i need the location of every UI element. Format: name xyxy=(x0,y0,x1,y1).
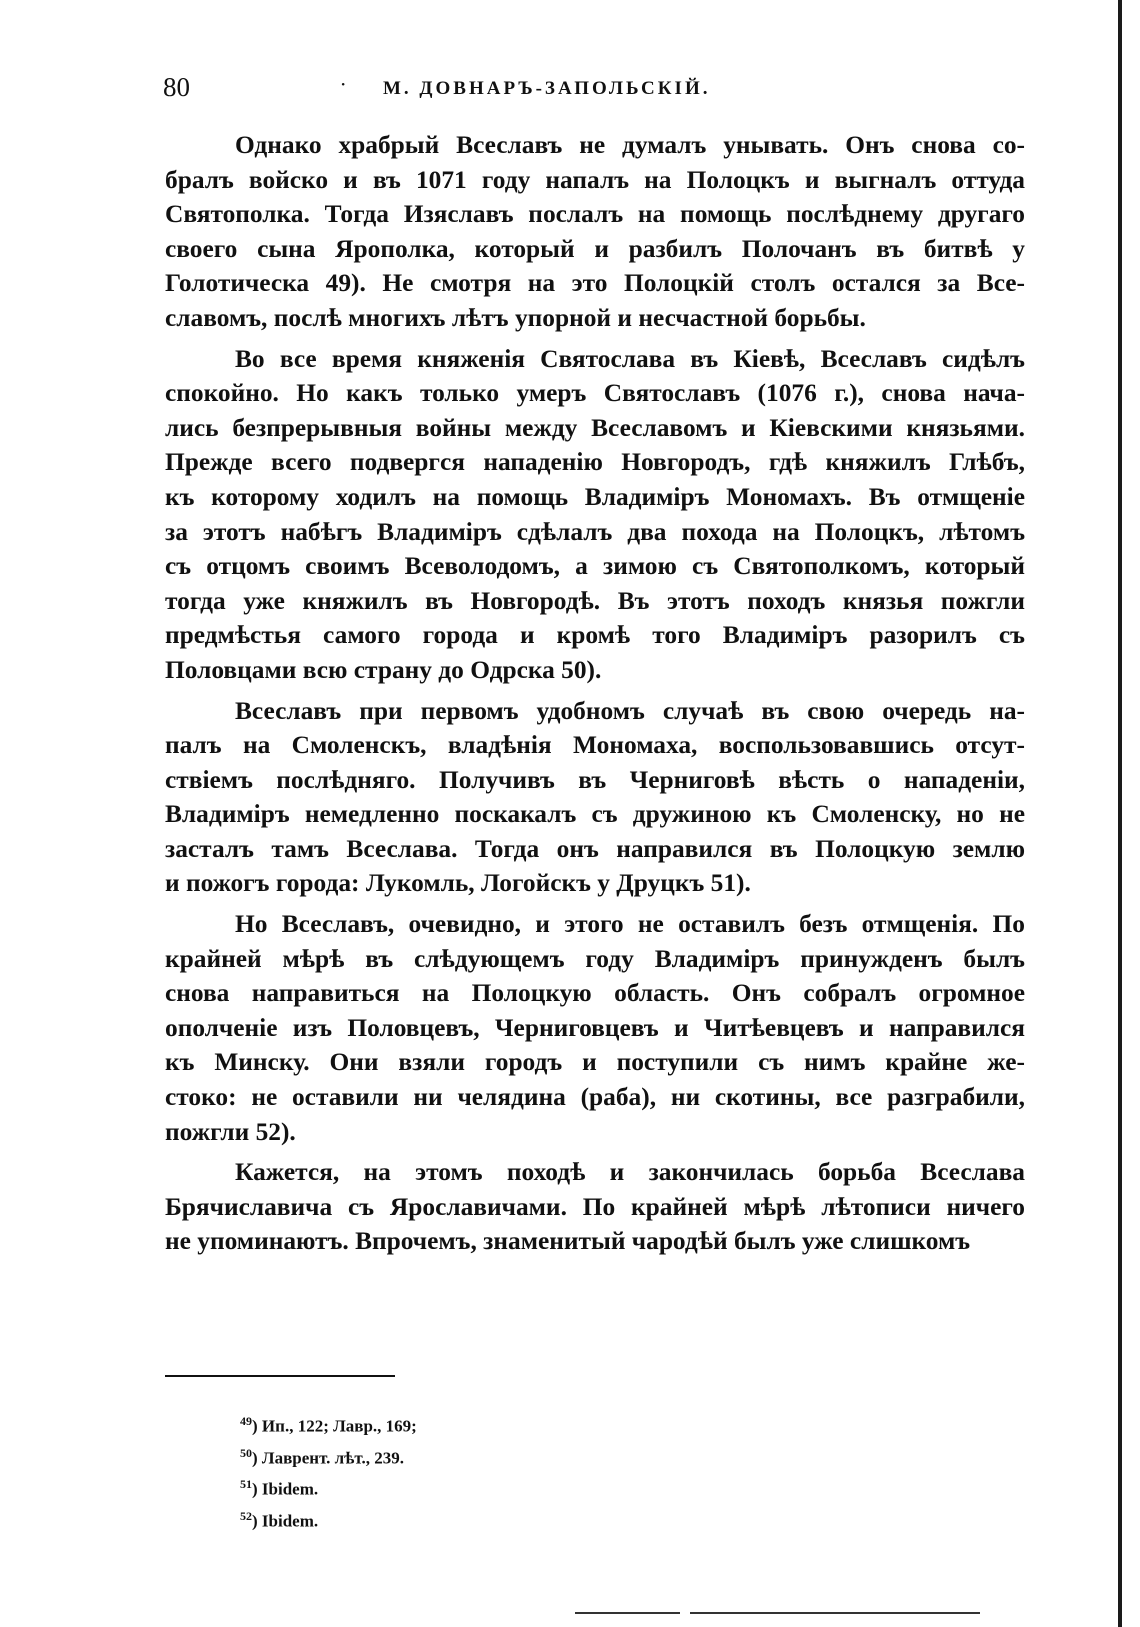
text-line: крайней мѣрѣ въ слѣдующемъ году Владиміръ принужденъ былъ xyxy=(165,944,1025,973)
footnote-text: Ип., 122; Лавр., 169; xyxy=(261,1416,417,1436)
text-line: предмѣстья самого города и кромѣ того Владиміръ разорилъ съ xyxy=(165,621,1025,650)
text-line: лись безпрерывныя войны между Всеславомъ и Кіевскими князьями. xyxy=(165,413,1025,442)
footnote-text: Ibidem. xyxy=(261,1479,319,1499)
text-line: Во все время княженія Святослава въ Кіевѣ, Всеславъ сидѣлъ xyxy=(235,344,1025,373)
page-number: 80 xyxy=(163,72,190,102)
text-line: Прежде всего подвергся нападенію Новгородъ, гдѣ княжилъ Глѣбъ, xyxy=(165,448,1025,477)
text-line: стоко: не оставили ни челядина (раба), ни скотины, все разграбили, xyxy=(165,1083,1025,1112)
text-line: Голотическа 49). Не смотря на это Полоцкій столъ остался за Все- xyxy=(165,269,1025,298)
paragraph xyxy=(165,694,1025,902)
text-line: Однако храбрый Всеславъ не думалъ унывать. Онъ снова со- xyxy=(235,131,1025,159)
paragraph xyxy=(165,342,1025,688)
text-line: пожгли 52). xyxy=(165,1117,296,1146)
text-line: бралъ войско и въ 1071 году напалъ на Полоцкъ и выгналъ оттуда xyxy=(165,165,1025,194)
text-line: за этотъ набѣгъ Владиміръ сдѣлалъ два похода на Полоцкъ, лѣтомъ xyxy=(165,517,1025,546)
text-line: Брячиславича съ Ярославичами. По крайней мѣрѣ лѣтописи ничего xyxy=(165,1192,1025,1221)
text-line: Владиміръ немедленно поскакалъ съ дружиною къ Смоленску, но не xyxy=(165,800,1025,829)
scan-edge-line xyxy=(1118,0,1122,1627)
text-line: спокойно. Но какъ только умеръ Святославъ (1076 г.), снова нача- xyxy=(165,379,1025,408)
text-line: къ которому ходилъ на помощь Владиміръ Мономахъ. Въ отмщеніе xyxy=(165,482,1025,511)
footnote-text: Лаврент. лѣт., 239. xyxy=(261,1448,404,1468)
footnote-number: 50 xyxy=(240,1445,252,1460)
paragraph xyxy=(165,128,1025,336)
paragraph xyxy=(165,1155,1025,1259)
text-line: Но Всеславъ, очевидно, и этого не оставилъ безъ отмщенія. По xyxy=(235,910,1025,939)
footnote-text: Ibidem. xyxy=(261,1511,319,1531)
footnote: $^{52}$) Ibidem. xyxy=(240,1508,319,1531)
footnote: $^{51}$) Ibidem. xyxy=(240,1477,319,1499)
footnote-number: 52 xyxy=(240,1508,252,1523)
bottom-scan-rule xyxy=(690,1612,980,1614)
text-line: и пожогъ города: Лукомль, Логойскъ у Друцкъ 51). xyxy=(165,869,751,898)
footnote: $^{49}$) Ип., 122; Лавр., 169; xyxy=(240,1414,417,1436)
paragraph xyxy=(165,907,1025,1149)
text-line: палъ на Смоленскъ, владѣнія Мономаха, воспользовавшись отсут- xyxy=(165,731,1025,760)
text-line: Половцами всю страну до Одрска 50). xyxy=(165,655,602,684)
text-line: Святополка. Тогда Изяславъ послалъ на помощь послѣднему другаго xyxy=(165,200,1025,229)
text-line: снова направиться на Полоцкую область. Онъ собралъ огромное xyxy=(165,979,1025,1008)
text-line: Кажется, на этомъ походѣ и закончилась борьба Всеслава xyxy=(235,1158,1025,1187)
text-line: не упоминаютъ. Впрочемъ, знаменитый чародѣй былъ уже слишкомъ xyxy=(165,1227,971,1256)
text-line: ополченіе изъ Половцевъ, Черниговцевъ и Читѣевцевъ и направился xyxy=(165,1013,1025,1042)
footnote-number: 51 xyxy=(240,1477,252,1492)
running-head: М. ДОВНАРЪ-ЗАПОЛЬСКІЙ. xyxy=(383,78,711,99)
text-line: засталъ тамъ Всеслава. Тогда онъ направился въ Полоцкую землю xyxy=(165,834,1025,863)
text-line: своего сына Ярополка, который и разбилъ Полочанъ въ битвѣ у xyxy=(165,234,1025,263)
text-line: тогда уже княжилъ въ Новгородѣ. Въ этотъ походъ князья пожгли xyxy=(165,586,1025,615)
text-line: Всеславъ при первомъ удобномъ случаѣ въ свою очередь на- xyxy=(235,696,1025,725)
text-line: къ Минску. Они взяли городъ и поступили съ нимъ крайне же- xyxy=(165,1048,1025,1077)
footnote-number: 49 xyxy=(240,1414,252,1428)
footnote-separator xyxy=(165,1375,395,1377)
bottom-scan-rule xyxy=(575,1612,680,1614)
footnote: $^{50}$) Лаврент. лѣт., 239. xyxy=(240,1445,404,1468)
footnotes xyxy=(240,1408,417,1535)
header-dot: · xyxy=(340,72,347,96)
body-text xyxy=(165,128,1025,1265)
text-line: ствіемъ послѣдняго. Получивъ въ Черниговѣ вѣсть о нападеніи, xyxy=(165,765,1025,794)
text-line: славомъ, послѣ многихъ лѣтъ упорной и несчастной борьбы. xyxy=(165,303,866,332)
text-line: съ отцомъ своимъ Всеволодомъ, а зимою съ Святополкомъ, который xyxy=(165,552,1025,581)
